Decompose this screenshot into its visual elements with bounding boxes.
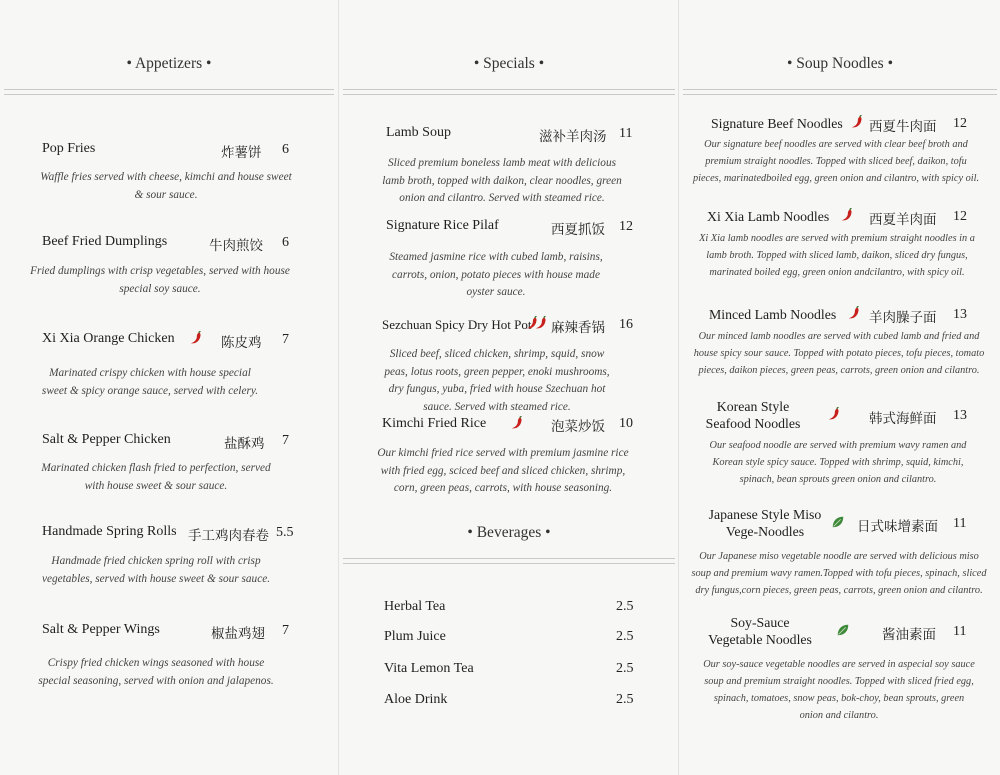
- item-price: 13: [953, 307, 967, 322]
- item-name: Kimchi Fried Rice: [382, 416, 487, 431]
- item-price: 12: [953, 209, 967, 224]
- beverage-name: Aloe Drink: [384, 692, 448, 707]
- item-description: Our signature beef noodles are served with clear beef broth and premium straight noodles. Topped with sliced beef, daikon, tofu pieces, marinatedboiled egg, green onion and cilantro, with spicy oil.: [692, 139, 980, 184]
- item-price: 11: [953, 624, 967, 639]
- item-price: 13: [953, 408, 967, 423]
- item-description: Sliced beef, sliced chicken, shrimp, squid, snow peas, lotus roots, green pepper, enoki mushrooms, dry fungus, yuba, fried with house Szechuan hot sauce. Served with steamed rice.: [384, 348, 610, 413]
- chili-pepper-icon: [847, 306, 861, 320]
- item-chinese-name: 麻辣香锅: [551, 320, 605, 336]
- item-name: Lamb Soup: [386, 125, 451, 140]
- item-chinese-name: 日式味增素面: [857, 519, 938, 535]
- item-price: 7: [282, 623, 289, 638]
- item-chinese-name: 韩式海鲜面: [869, 411, 937, 427]
- item-chinese-name: 西夏抓饭: [551, 222, 605, 238]
- item-name: Japanese Style Miso Vege-Noodles: [708, 507, 822, 539]
- item-chinese-name: 滋补羊肉汤: [539, 129, 607, 145]
- item-chinese-name: 羊肉臊子面: [869, 310, 937, 326]
- leaf-icon: [831, 515, 845, 529]
- item-price: 7: [282, 332, 289, 347]
- chili-pepper-icon: [827, 407, 841, 421]
- specials-title: • Specials •: [473, 55, 545, 72]
- chili-pepper-icon: [534, 316, 548, 330]
- item-name: Handmade Spring Rolls: [42, 524, 177, 539]
- item-description: Crispy fried chicken wings seasoned with house special seasoning, served with onion and jalapenos.: [38, 657, 274, 687]
- item-description: Our soy-sauce vegetable noodles are served in aspecial soy sauce soup and premium straight noodles. Topped with sliced fried egg, spinach, tomatoes, snow peas, bok-choy, bean sprouts, green onion and cilantro.: [703, 659, 975, 721]
- soup-noodles-panel: [678, 0, 1000, 775]
- chili-pepper-icon: [189, 331, 203, 345]
- beverage-name: Herbal Tea: [384, 599, 446, 614]
- section-divider: [683, 89, 997, 95]
- chili-pepper-icon: [850, 115, 864, 129]
- item-price: 6: [282, 142, 289, 157]
- section-divider: [343, 89, 675, 95]
- item-price: 12: [619, 219, 633, 234]
- specials-panel: [338, 0, 679, 775]
- item-description: Our kimchi fried rice served with premium jasmine rice with fried egg, sciced beef and sliced chicken, shrimp, corn, green peas, carrots, with house seasoning.: [377, 447, 629, 494]
- leaf-icon: [836, 623, 850, 637]
- item-description: Xi Xia lamb noodles are served with premium straight noodles in a lamb broth. Topped with sliced lamb, daikon, sliced dry fungus, marinated boiled egg, green onion andcilantro, with spicy oil.: [699, 233, 975, 278]
- item-price: 5.5: [276, 525, 294, 540]
- soup-noodles-title: • Soup Noodles •: [786, 55, 893, 72]
- beverages-title: • Beverages •: [467, 524, 551, 541]
- appetizers-panel: [0, 0, 338, 775]
- item-name: Beef Fried Dumplings: [42, 234, 168, 249]
- item-description: Waffle fries served with cheese, kimchi and house sweet & sour sauce.: [40, 171, 292, 201]
- beverage-price: 2.5: [616, 629, 634, 644]
- item-price: 16: [619, 317, 633, 332]
- item-chinese-name: 酱油素面: [882, 627, 936, 643]
- beverage-price: 2.5: [616, 692, 634, 707]
- item-chinese-name: 盐酥鸡: [224, 436, 265, 452]
- item-price: 6: [282, 235, 289, 250]
- item-description: Marinated chicken flash fried to perfection, served with house sweet & sour sauce.: [41, 462, 271, 492]
- item-description: Handmade fried chicken spring roll with crisp vegetables, served with house sweet & sour sauce.: [41, 555, 271, 585]
- item-chinese-name: 泡菜炒饭: [551, 419, 605, 435]
- item-chinese-name: 陈皮鸡: [221, 335, 262, 351]
- item-name: Soy-Sauce Vegetable Noodles: [708, 615, 812, 647]
- beverage-name: Plum Juice: [384, 629, 446, 644]
- item-price: 7: [282, 433, 289, 448]
- item-description: Marinated crispy chicken with house special sweet & spicy orange sauce, served with celery.: [41, 367, 259, 397]
- chili-pepper-icon: [510, 416, 524, 430]
- item-name: Xi Xia Orange Chicken: [42, 331, 175, 346]
- section-divider: [343, 558, 675, 564]
- item-price: 12: [953, 116, 967, 131]
- item-name: Signature Beef Noodles: [711, 116, 843, 131]
- item-name: Pop Fries: [42, 141, 96, 156]
- item-chinese-name: 西夏牛肉面: [869, 119, 937, 135]
- item-name: Salt & Pepper Chicken: [42, 432, 171, 447]
- item-name: Minced Lamb Noodles: [709, 307, 837, 322]
- item-price: 11: [953, 516, 967, 531]
- beverage-name: Vita Lemon Tea: [384, 661, 474, 676]
- appetizers-title: • Appetizers •: [126, 55, 212, 72]
- item-chinese-name: 炸薯饼: [221, 145, 262, 161]
- item-description: Sliced premium boneless lamb meat with delicious lamb broth, topped with daikon, clear noodles, green onion and cilantro. Served with steamed rice.: [382, 157, 622, 204]
- beverage-price: 2.5: [616, 661, 634, 676]
- item-chinese-name: 手工鸡肉春卷: [188, 528, 269, 544]
- item-name: Signature Rice Pilaf: [386, 218, 499, 233]
- chili-pepper-icon: [840, 208, 854, 222]
- item-description: Fried dumplings with crisp vegetables, served with house special soy sauce.: [30, 265, 290, 295]
- item-name: Korean Style Seafood Noodles: [705, 399, 801, 431]
- item-name: Xi Xia Lamb Noodles: [707, 209, 830, 224]
- item-name: Sezchuan Spicy Dry Hot Pot: [382, 317, 532, 332]
- item-description: Our seafood noodle are served with premium wavy ramen and Korean style spicy sauce. Topped with shrimp, squid, kimchi, spinach, bean sprouts green onion and cilantro.: [709, 440, 967, 485]
- item-price: 11: [619, 126, 633, 141]
- item-description: Our minced lamb noodles are served with cubed lamb and fried and house spicy sour sauce. Topped with potato pieces, tofu pieces, tomato pieces, daikon pieces, green peas, carrots, green onion and cilantro.: [693, 331, 985, 376]
- item-chinese-name: 牛肉煎饺: [209, 238, 263, 254]
- item-chinese-name: 西夏羊肉面: [869, 212, 937, 228]
- item-price: 10: [619, 416, 633, 431]
- item-name: Salt & Pepper Wings: [42, 622, 160, 637]
- item-description: Steamed jasmine rice with cubed lamb, raisins, carrots, onion, potato pieces with house made oyster sauce.: [389, 251, 603, 298]
- section-divider: [4, 89, 334, 95]
- beverage-price: 2.5: [616, 599, 634, 614]
- item-description: Our Japanese miso vegetable noodle are served with delicious miso soup and premium wavy ramen.Topped with tofu pieces, spinach, sliced dry fungus,corn pieces, green peas, carrots, green onion and cilantro.: [691, 551, 987, 596]
- item-chinese-name: 椒盐鸡翅: [211, 626, 265, 642]
